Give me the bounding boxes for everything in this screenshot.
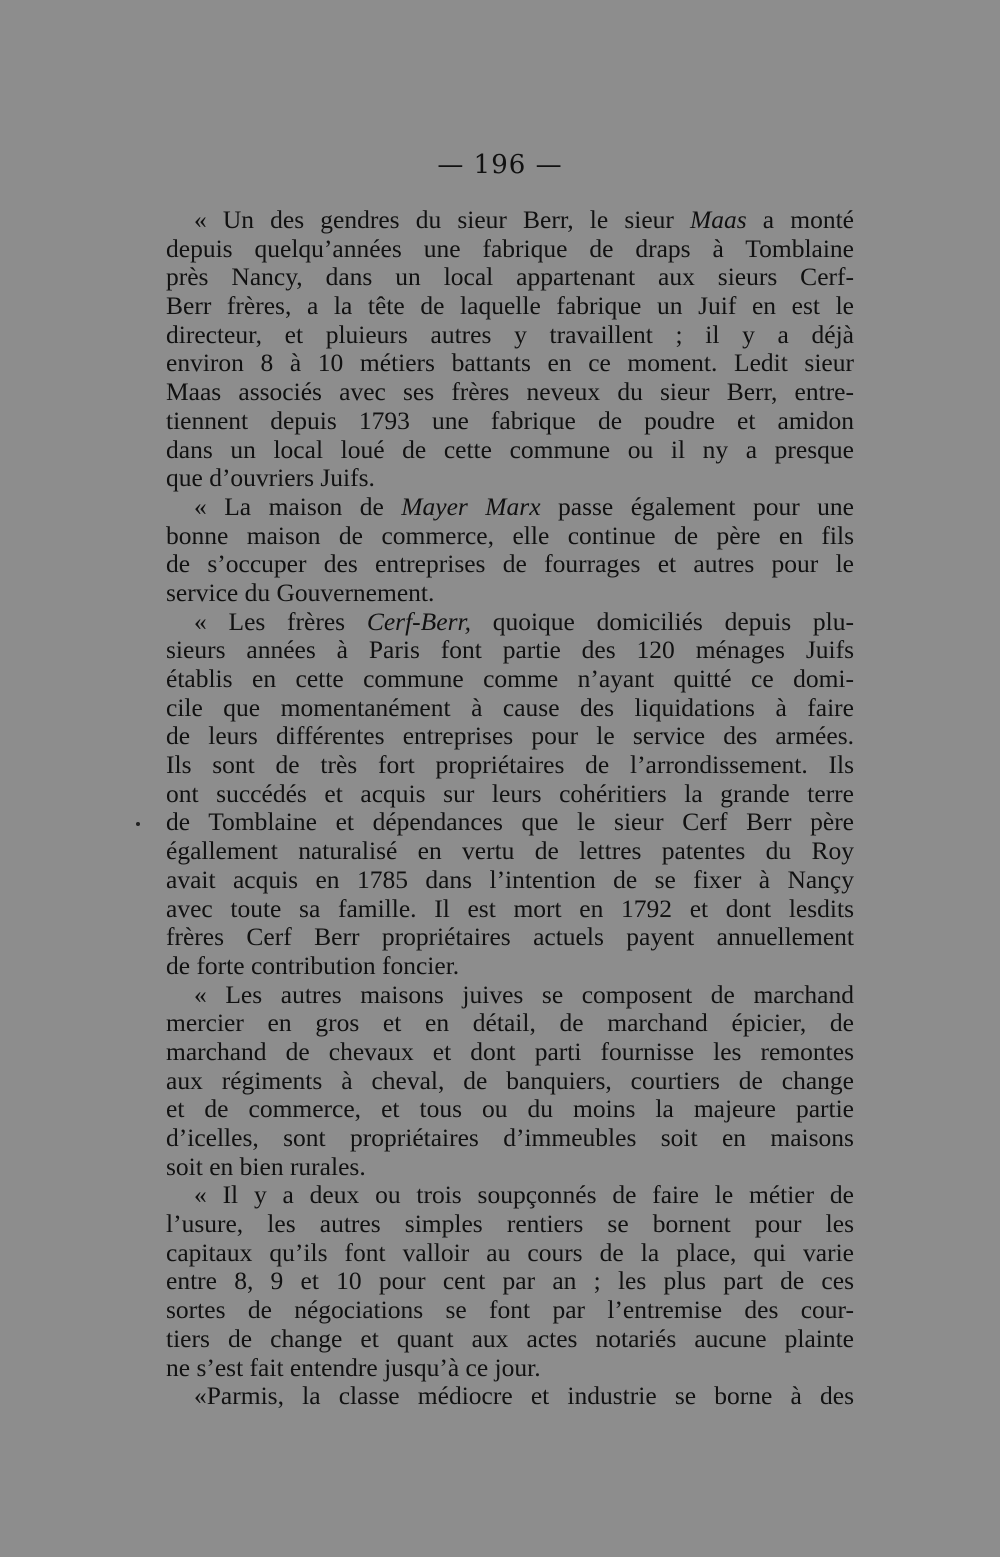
text-line: l’usure, les autres simples rentiers se bornent pour les: [166, 1209, 854, 1239]
text-line: « Les frères Cerf-Berr, quoique domiciliés depuis plu-: [194, 606, 854, 636]
text-line: de Tomblaine et dépendances que le sieur Cerf Berr père: [166, 807, 854, 837]
page-number: — 196 —: [437, 150, 563, 180]
text-line: capitaux qu’ils font valloir au cours de la place, qui varie: [166, 1237, 854, 1267]
text-line: avait acquis en 1785 dans l’intention de se fixer à Nançy: [166, 864, 854, 894]
text-line: « Les autres maisons juives se composent de marchand: [194, 979, 854, 1009]
text-line: aux régiments à cheval, de banquiers, courtiers de change: [166, 1065, 854, 1095]
text-line: soit en bien rurales.: [166, 1151, 366, 1181]
body-text: [166, 206, 854, 1411]
text-line: de s’occuper des entreprises de fourrages et autres pour le: [166, 549, 854, 579]
text-line: marchand de chevaux et dont parti fournisse les remontes: [166, 1036, 854, 1066]
text-line: mercier en gros et en détail, de marchand épicier, de: [166, 1008, 854, 1038]
text-line: avec toute sa famille. Il est mort en 1792 et dont lesdits: [166, 893, 854, 923]
text-line: «Parmis, la classe médiocre et industrie se borne à des: [194, 1381, 854, 1411]
text-line: depuis quelqu’années une fabrique de draps à Tomblaine: [166, 233, 854, 263]
text-line: tiennent depuis 1793 une fabrique de poudre et amidon: [166, 405, 854, 435]
text-line: bonne maison de commerce, elle continue de père en fils: [166, 520, 854, 550]
text-line: frères Cerf Berr propriétaires actuels payent annuellement: [166, 922, 854, 952]
text-line: « La maison de Mayer Marx passe également pour une: [194, 491, 854, 521]
text-line: sieurs années à Paris font partie des 120 ménages Juifs: [166, 635, 854, 665]
text-line: service du Gouvernement.: [166, 577, 435, 607]
text-line: établis en cette commune comme n’ayant quitté ce domi-: [166, 664, 854, 693]
text-line: égallement naturalisé en vertu de lettres patentes du Roy: [166, 836, 854, 866]
text-line: ont succédés et acquis sur leurs cohéritiers la grande terre: [166, 778, 854, 808]
text-line: de leurs différentes entreprises pour le service des armées.: [166, 721, 854, 751]
text-line: que d’ouvriers Juifs.: [166, 463, 375, 493]
text-line: près Nancy, dans un local appartenant aux sieurs Cerf-: [166, 262, 854, 292]
text-line: d’icelles, sont propriétaires d’immeubles soit en maisons: [166, 1123, 854, 1152]
text-line: Maas associés avec ses frères neveux du sieur Berr, entre-: [166, 377, 854, 407]
text-line: Berr frères, a la tête de laquelle fabrique un Juif en est le: [166, 291, 854, 321]
text-line: « Un des gendres du sieur Berr, le sieur Maas a monté: [194, 205, 854, 234]
text-line: directeur, et pluieurs autres y travaillent ; il y a déjà: [166, 319, 854, 349]
ink-speck: [136, 822, 140, 826]
text-line: ne s’est fait entendre jusqu’à ce jour.: [166, 1352, 541, 1382]
text-line: sortes de négociations se font par l’entremise des cour-: [166, 1295, 854, 1325]
text-line: Ils sont de très fort propriétaires de l’arrondissement. Ils: [166, 750, 854, 780]
text-line: environ 8 à 10 métiers battants en ce moment. Ledit sieur: [166, 348, 854, 378]
text-line: et de commerce, et tous ou du moins la majeure partie: [166, 1094, 854, 1124]
text-line: cile que momentanément à cause des liquidations à faire: [166, 692, 854, 722]
text-line: de forte contribution foncier.: [166, 950, 460, 980]
text-line: entre 8, 9 et 10 pour cent par an ; les plus part de ces: [166, 1266, 854, 1296]
text-line: dans un local loué de cette commune ou il ny a presque: [166, 434, 854, 464]
text-line: « Il y a deux ou trois soupçonnés de faire le métier de: [194, 1180, 854, 1210]
text-line: tiers de change et quant aux actes notariés aucune plainte: [166, 1323, 854, 1353]
